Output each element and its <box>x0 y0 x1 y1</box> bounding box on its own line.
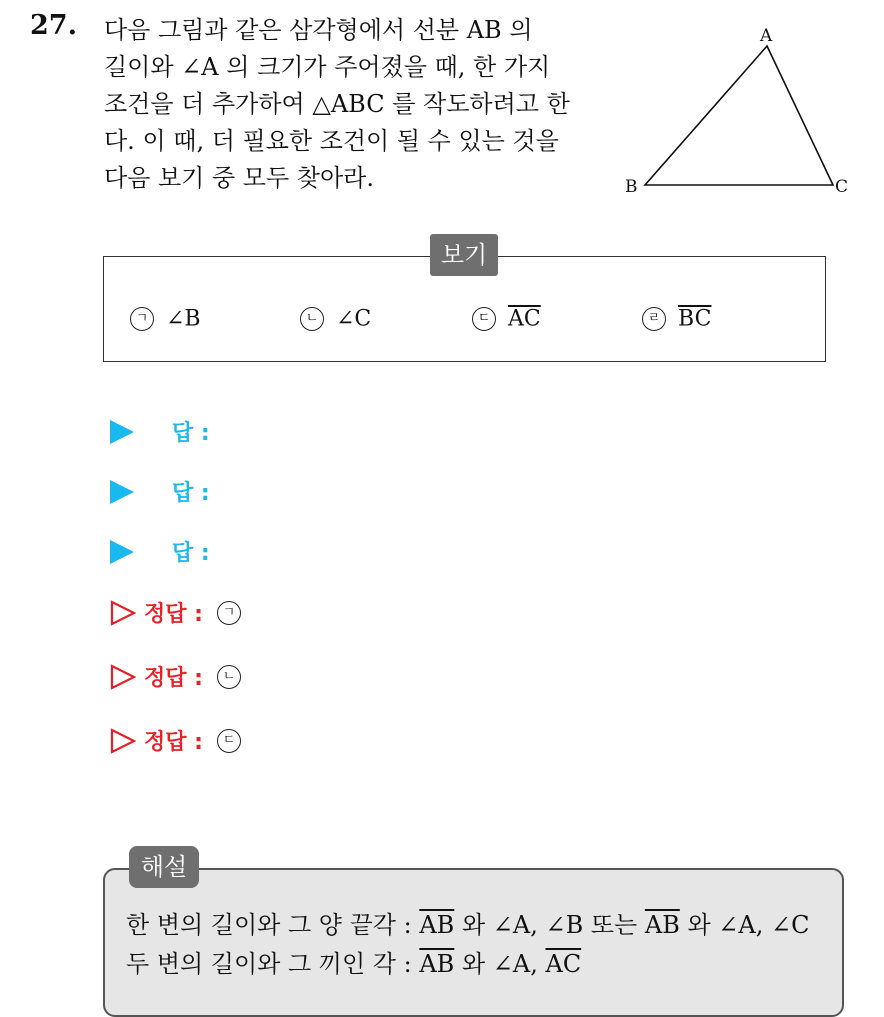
explanation-text: 와 ∠A, ∠B 또는 <box>461 911 638 939</box>
answer-label: 답 : <box>172 541 210 566</box>
answer-label: 답 : <box>172 421 210 446</box>
explanation-text: 한 변의 길이와 그 양 끝각 : <box>126 911 412 939</box>
vertex-a-label: A <box>760 26 773 46</box>
option-marker: ㄱ <box>130 307 154 331</box>
option-value: $\overline{AC}$ <box>508 306 541 332</box>
question-text <box>104 12 604 197</box>
segment-ac: $\overline{AC}$ <box>545 950 582 978</box>
question-line: 조건을 더 추가하여 △ABC 를 작도하려고 한 <box>104 90 570 118</box>
outline-play-icon <box>110 728 136 754</box>
answer-label: 답 : <box>172 481 210 506</box>
question-line: 다음 그림과 같은 삼각형에서 선분 AB 의 <box>104 16 533 44</box>
option-marker: ㄹ <box>642 307 666 331</box>
question-number: 27. <box>30 10 77 41</box>
question-line: 다음 보기 중 모두 찾아라. <box>104 164 374 192</box>
question-line: 다. 이 때, 더 필요한 조건이 될 수 있는 것을 <box>104 127 559 155</box>
option-value: $\overline{BC}$ <box>678 306 712 332</box>
outline-play-icon <box>110 664 136 690</box>
correct-marker: ㄱ <box>217 601 241 625</box>
correct-label: 정답 : <box>144 602 203 627</box>
correct-row <box>110 597 241 628</box>
question-line: 길이와 ∠A 의 크기가 주어졌을 때, 한 가지 <box>104 53 551 81</box>
explanation-text: 두 변의 길이와 그 끼인 각 : <box>126 950 412 978</box>
segment-ab: $\overline{AB}$ <box>644 911 680 939</box>
vertex-c-label: C <box>835 177 849 197</box>
vertex-b-label: B <box>625 177 638 197</box>
correct-label: 정답 : <box>144 730 203 755</box>
correct-row <box>110 661 241 692</box>
option-marker: ㄴ <box>300 307 324 331</box>
play-icon <box>110 420 134 444</box>
triangle-shape <box>645 46 833 185</box>
explanation-line-1 <box>126 905 809 940</box>
explanation-text: 와 ∠A, ∠C <box>687 911 810 939</box>
option-nieun <box>300 306 371 332</box>
play-icon <box>110 480 134 504</box>
option-digeut <box>472 306 541 332</box>
correct-marker: ㄴ <box>217 665 241 689</box>
explanation-line-2 <box>126 944 581 979</box>
bogi-label: 보기 <box>430 234 498 276</box>
explanation-label: 해설 <box>129 846 199 888</box>
explanation-box <box>103 868 844 1017</box>
answer-row <box>110 536 210 567</box>
correct-marker: ㄷ <box>217 729 241 753</box>
segment-ab: $\overline{AB}$ <box>419 911 455 939</box>
option-giyeok <box>130 306 201 332</box>
option-rieul <box>642 306 711 332</box>
answer-row <box>110 416 210 447</box>
option-value: ∠B <box>166 306 201 332</box>
segment-ab: $\overline{AB}$ <box>419 950 455 978</box>
correct-row <box>110 725 241 756</box>
correct-label: 정답 : <box>144 666 203 691</box>
option-value: ∠C <box>336 306 372 332</box>
answer-row <box>110 476 210 507</box>
outline-play-icon <box>110 600 136 626</box>
triangle-figure <box>615 20 860 205</box>
option-marker: ㄷ <box>472 307 496 331</box>
play-icon <box>110 540 134 564</box>
explanation-text: 와 ∠A, <box>461 950 538 978</box>
